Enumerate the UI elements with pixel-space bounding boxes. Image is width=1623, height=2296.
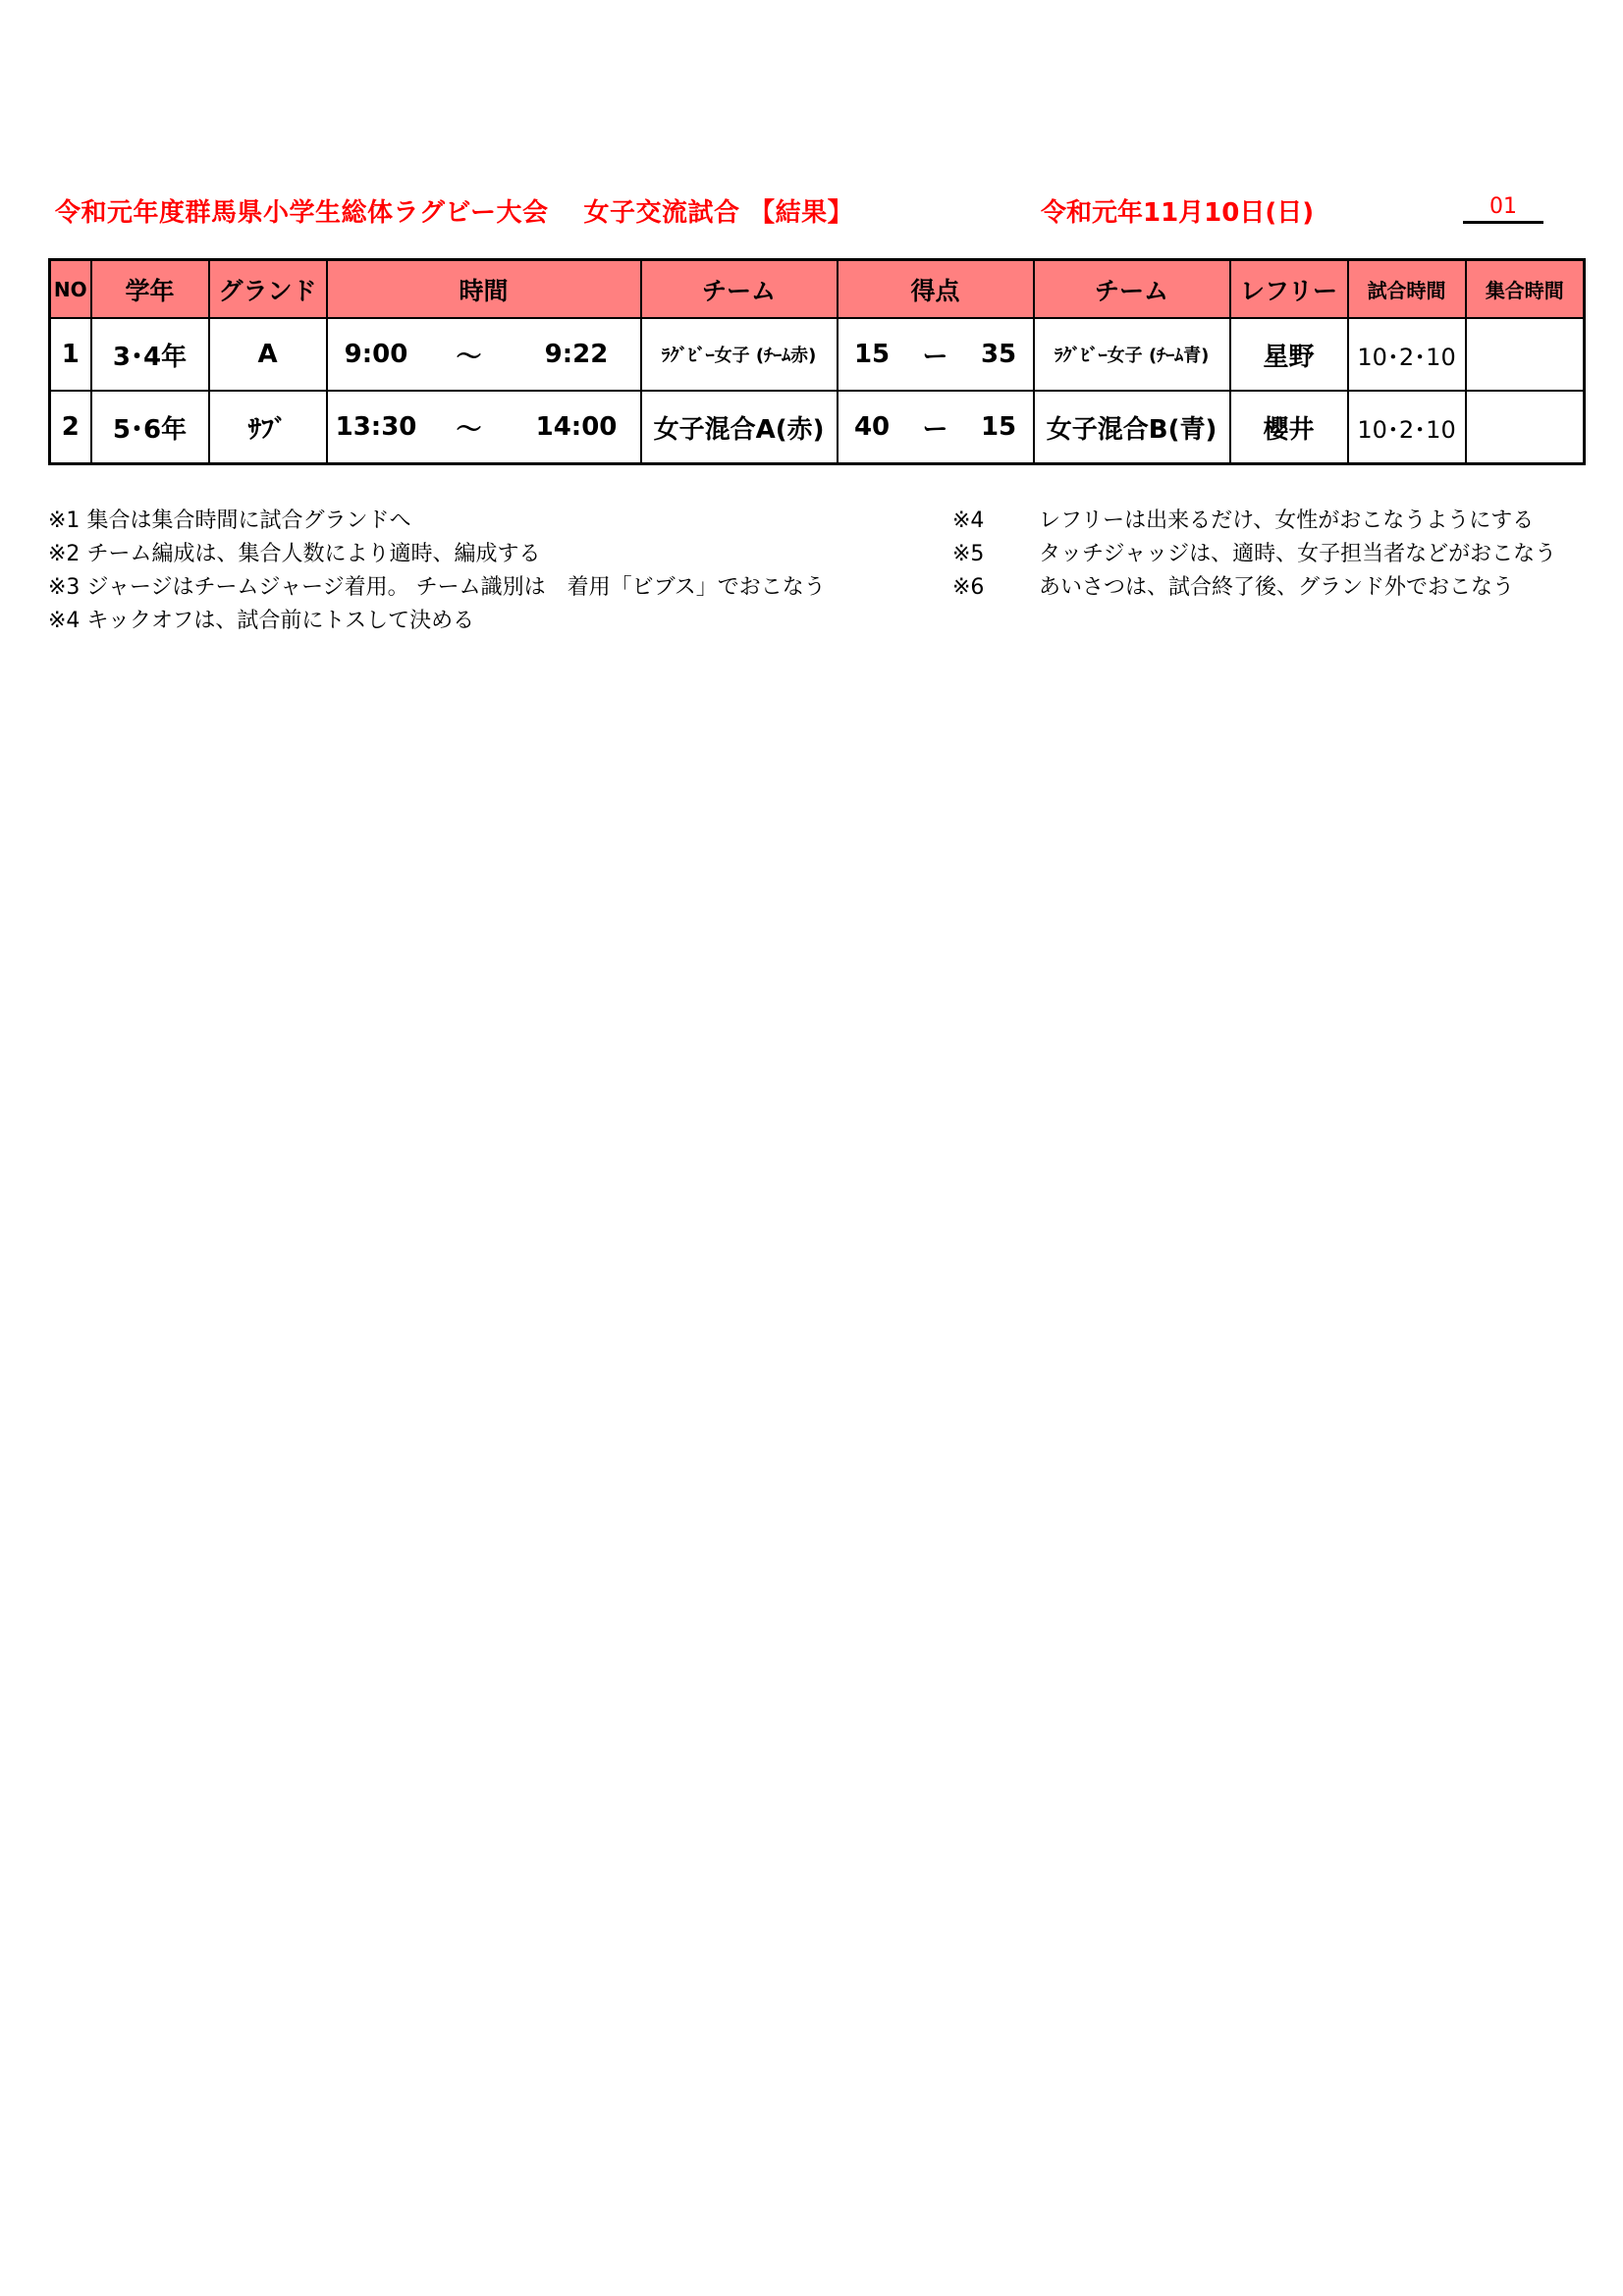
row-assembly-time — [1466, 318, 1585, 391]
notes-left — [48, 505, 826, 638]
col-header-ground: グランド — [209, 260, 327, 319]
row-ground: ｻﾌﾞ — [209, 391, 327, 464]
row-time-start: 9:00 — [327, 318, 425, 391]
note-mark: ※4 — [48, 609, 81, 633]
row-no: 2 — [50, 391, 91, 464]
row-score-2: 15 — [965, 391, 1034, 464]
row-team-2: 女子混合B(青) — [1034, 391, 1230, 464]
col-header-score: 得点 — [838, 260, 1034, 319]
col-header-grade: 学年 — [91, 260, 209, 319]
match-date: 令和元年11月10日(日) — [1041, 198, 1315, 228]
note-text: レフリーは出来るだけ、女性がおこなうようにする — [1039, 508, 1535, 533]
note-item — [952, 505, 1556, 538]
table-row — [50, 318, 1585, 391]
page-title: 令和元年度群馬県小学生総体ラグビー大会 女子交流試合 【結果】 — [55, 198, 854, 228]
row-team-2: ﾗｸﾞﾋﾞｰ女子 (ﾁｰﾑ青) — [1034, 318, 1230, 391]
page-number: 01 — [1463, 194, 1543, 224]
row-ground: A — [209, 318, 327, 391]
results-table — [48, 258, 1586, 465]
row-time-start: 13:30 — [327, 391, 425, 464]
note-text: チーム編成は、集合人数により適時、編成する — [86, 542, 541, 566]
row-score-1: 15 — [838, 318, 906, 391]
row-grade: 3･4年 — [91, 318, 209, 391]
col-header-team-2: チーム — [1034, 260, 1230, 319]
notes-right — [952, 505, 1556, 605]
table-row — [50, 391, 1585, 464]
row-assembly-time — [1466, 391, 1585, 464]
row-grade: 5･6年 — [91, 391, 209, 464]
row-time-end: 14:00 — [514, 391, 641, 464]
note-text: キックオフは、試合前にトスして決める — [86, 609, 475, 633]
note-item — [952, 571, 1556, 605]
note-item — [48, 505, 826, 538]
row-team-1: ﾗｸﾞﾋﾞｰ女子 (ﾁｰﾑ赤) — [641, 318, 838, 391]
row-referee: 星野 — [1230, 318, 1348, 391]
note-mark: ※4 — [952, 508, 985, 533]
col-header-time: 時間 — [327, 260, 641, 319]
row-time-separator: ～ — [425, 391, 514, 464]
note-item — [952, 538, 1556, 571]
note-mark: ※5 — [952, 542, 985, 566]
note-mark: ※1 — [48, 508, 81, 533]
note-item — [48, 538, 826, 571]
row-score-1: 40 — [838, 391, 906, 464]
note-mark: ※2 — [48, 542, 81, 566]
note-item — [48, 571, 826, 605]
row-referee: 櫻井 — [1230, 391, 1348, 464]
row-team-1: 女子混合A(赤) — [641, 391, 838, 464]
row-score-2: 35 — [965, 318, 1034, 391]
row-match-time: 10･2･10 — [1348, 391, 1466, 464]
header-row — [50, 260, 1585, 319]
row-time-end: 9:22 — [514, 318, 641, 391]
row-match-time: 10･2･10 — [1348, 318, 1466, 391]
col-header-assembly-time: 集合時間 — [1466, 260, 1585, 319]
note-mark: ※6 — [952, 575, 985, 600]
col-header-team-1: チーム — [641, 260, 838, 319]
col-header-match-time: 試合時間 — [1348, 260, 1466, 319]
note-text: 集合は集合時間に試合グランドへ — [86, 508, 411, 533]
note-item — [48, 605, 826, 638]
col-header-referee: レフリー — [1230, 260, 1348, 319]
note-text: タッチジャッジは、適時、女子担当者などがおこなう — [1039, 542, 1557, 566]
note-mark: ※3 — [48, 575, 81, 600]
row-score-separator: ー — [906, 391, 965, 464]
note-text: あいさつは、試合終了後、グランド外でおこなう — [1039, 575, 1515, 600]
row-time-separator: ～ — [425, 318, 514, 391]
row-no: 1 — [50, 318, 91, 391]
note-text: ジャージはチームジャージ着用。 チーム識別は 着用「ビブス」でおこなう — [86, 575, 826, 600]
col-header-no: NO — [50, 260, 91, 319]
row-score-separator: ー — [906, 318, 965, 391]
